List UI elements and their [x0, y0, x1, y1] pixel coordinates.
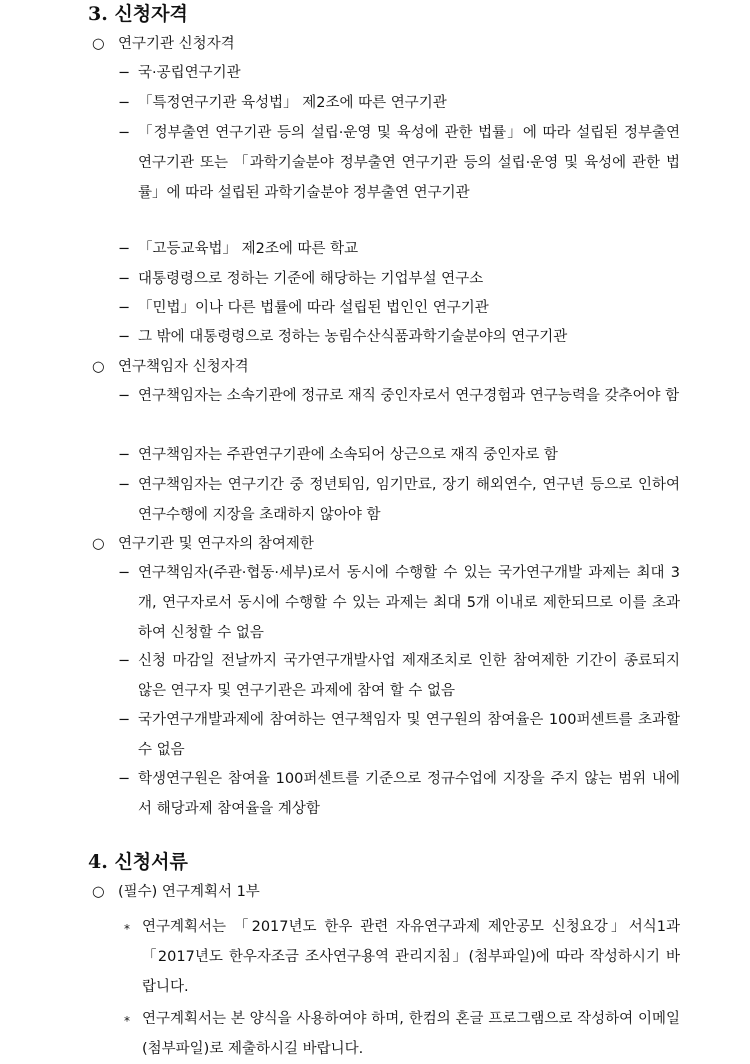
- dash-bullet-icon: −: [118, 241, 131, 257]
- subheading-institution-eligibility: [92, 34, 235, 54]
- list-item-text: 대통령령으로 정하는 기준에 해당하는 기업부설 연구소: [138, 271, 484, 287]
- dash-bullet-icon: −: [118, 125, 131, 141]
- list-item-text: 「고등교육법」 제2조에 따른 학교: [138, 241, 359, 257]
- list-item-text: 신청 마감일 전날까지 국가연구개발사업 제재조치로 인한 참여제한 기간이 종료되지 않은 연구자 및 연구기관은 과제에 참여 할 수 없음: [138, 653, 680, 699]
- list-item: [118, 234, 680, 264]
- list-item-text: 「정부출연 연구기관 등의 설립·운영 및 육성에 관한 법률」에 따라 설립된 정부출연 연구기관 또는 「과학기술분야 정부출연 연구기관 등의 설립·운영 및 육성에 관한 법률」에 따라 설립된 과학기술분야 정부출연 연구기관: [138, 125, 680, 201]
- list-item: [118, 705, 680, 765]
- circle-bullet-icon: ○: [92, 536, 105, 552]
- list-item-text: 그 밖에 대통령령으로 정하는 농림수산식품과학기술분야의 연구기관: [138, 329, 568, 345]
- list-item: [118, 293, 680, 323]
- dash-bullet-icon: −: [118, 477, 131, 493]
- subheading-text: 연구책임자 신청자격: [118, 359, 249, 375]
- list-item: [118, 58, 680, 88]
- circle-bullet-icon: ○: [92, 884, 105, 900]
- list-item: [118, 558, 680, 648]
- list-item: [118, 88, 680, 118]
- list-item-text: 국·공립연구기관: [138, 65, 241, 81]
- note-item: [120, 912, 680, 1002]
- asterisk-icon: *: [124, 922, 130, 936]
- circle-bullet-icon: ○: [92, 359, 105, 375]
- list-item: [118, 440, 680, 470]
- list-item: [118, 118, 680, 208]
- dash-bullet-icon: −: [118, 771, 131, 787]
- subheading-participation-limits: [92, 534, 314, 554]
- list-item: [118, 470, 680, 530]
- dash-bullet-icon: −: [118, 329, 131, 345]
- list-item: [118, 322, 680, 352]
- list-item: [118, 264, 680, 294]
- list-item-text: 연구책임자는 연구기간 중 정년퇴임, 임기만료, 장기 해외연수, 연구년 등으로 인하여 연구수행에 지장을 초래하지 않아야 함: [138, 477, 680, 523]
- list-item-text: 「특정연구기관 육성법」 제2조에 따른 연구기관: [138, 95, 447, 111]
- list-item: [118, 646, 680, 706]
- dash-bullet-icon: −: [118, 565, 131, 581]
- list-item-text: 연구책임자(주관·협동·세부)로서 동시에 수행할 수 있는 국가연구개발 과제는 최대 3개, 연구자로서 동시에 수행할 수 있는 과제는 최대 5개 이내로 제한되므로 이를 초과하여 신청할 수 없음: [138, 565, 680, 641]
- dash-bullet-icon: −: [118, 65, 131, 81]
- asterisk-icon: *: [124, 1014, 130, 1028]
- list-item-text: 연구책임자는 주관연구기관에 소속되어 상근으로 재직 중인자로 함: [138, 447, 558, 463]
- subheading-research-plan: [92, 882, 260, 902]
- note-text: 연구계획서는 본 양식을 사용하여야 하며, 한컴의 혼글 프로그램으로 작성하여 이메일(첨부파일)로 제출하시길 바랍니다.: [142, 1011, 680, 1057]
- subheading-researcher-eligibility: [92, 357, 249, 377]
- list-item-text: 학생연구원은 참여율 100퍼센트를 기준으로 정규수업에 지장을 주지 않는 범위 내에서 해당과제 참여율을 계상함: [138, 771, 680, 817]
- dash-bullet-icon: −: [118, 653, 131, 669]
- circle-bullet-icon: ○: [92, 36, 105, 52]
- dash-bullet-icon: −: [118, 95, 131, 111]
- dash-bullet-icon: −: [118, 447, 131, 463]
- subheading-text: 연구기관 신청자격: [118, 36, 235, 52]
- section-4-title: 4. 신청서류: [88, 851, 188, 873]
- list-item: [118, 381, 680, 411]
- section-3-title: 3. 신청자격: [88, 3, 188, 25]
- dash-bullet-icon: −: [118, 388, 131, 404]
- subheading-text: 연구기관 및 연구자의 참여제한: [118, 536, 314, 552]
- list-item-text: 국가연구개발과제에 참여하는 연구책임자 및 연구원의 참여율은 100퍼센트를 초과할 수 없음: [138, 712, 680, 758]
- list-item: [118, 764, 680, 824]
- dash-bullet-icon: −: [118, 300, 131, 316]
- dash-bullet-icon: −: [118, 271, 131, 287]
- note-text: 연구계획서는 「2017년도 한우 관련 자유연구과제 제안공모 신청요강」서식1과 「2017년도 한우자조금 조사연구용역 관리지침」(첨부파일)에 따라 작성하시기 바랍니다.: [142, 919, 680, 995]
- note-item: [120, 1004, 680, 1064]
- list-item-text: 연구책임자는 소속기관에 정규로 재직 중인자로서 연구경험과 연구능력을 갖추어야 함: [138, 388, 680, 404]
- subheading-text: (필수) 연구계획서 1부: [118, 884, 260, 900]
- list-item-text: 「민법」이나 다른 법률에 따라 설립된 법인인 연구기관: [138, 300, 489, 316]
- dash-bullet-icon: −: [118, 712, 131, 728]
